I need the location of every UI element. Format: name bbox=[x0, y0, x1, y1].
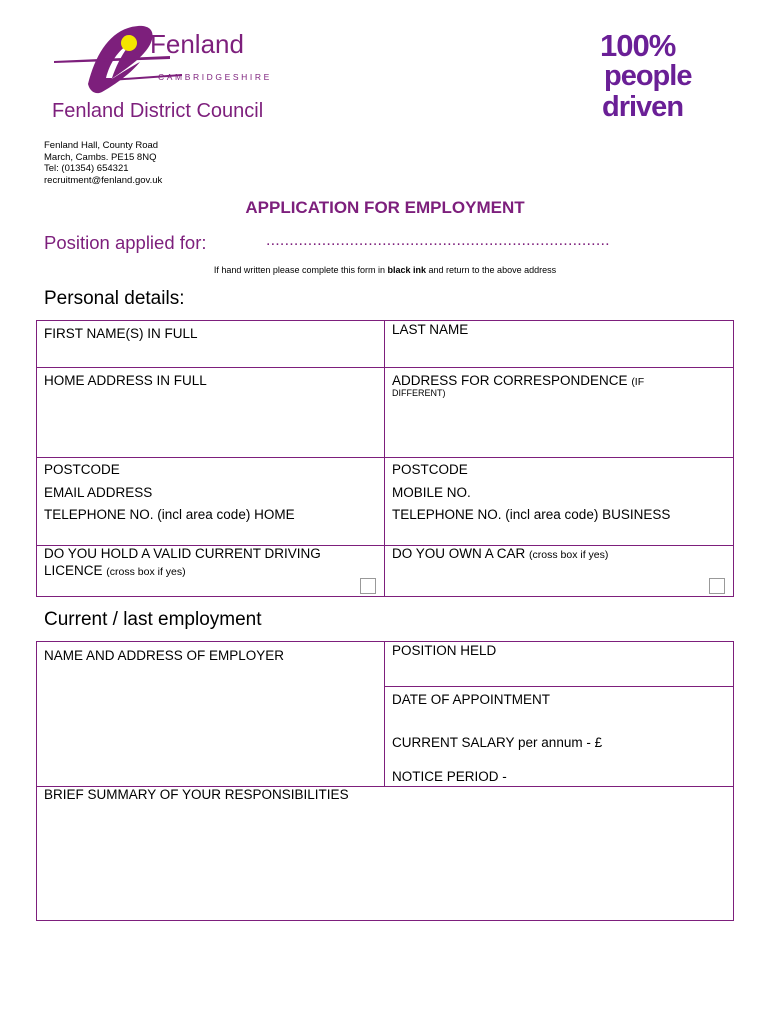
first-name-field[interactable]: FIRST NAME(S) IN FULL bbox=[44, 326, 198, 341]
instruction-text: If hand written please complete this form in bbox=[213, 265, 388, 275]
own-car-question bbox=[392, 546, 608, 563]
slogan-line2: people bbox=[604, 60, 692, 92]
correspondence-note-cont: DIFFERENT) bbox=[392, 388, 446, 398]
driving-licence-checkbox[interactable] bbox=[360, 578, 376, 594]
position-applied-label: Position applied for: bbox=[44, 232, 207, 253]
car-label: DO YOU OWN A CAR bbox=[392, 546, 526, 561]
correspondence-note: (IF bbox=[631, 376, 645, 388]
council-address bbox=[44, 140, 162, 186]
table-divider bbox=[384, 686, 734, 687]
current-salary-field[interactable]: CURRENT SALARY per annum - £ bbox=[392, 735, 603, 750]
address-phone: Tel: (01354) 654321 bbox=[44, 163, 129, 174]
instruction-bold: black ink bbox=[387, 265, 427, 275]
slogan-line3: driven bbox=[602, 91, 684, 123]
address-email: recruitment@fenland.gov.uk bbox=[44, 174, 163, 186]
home-address-field[interactable]: HOME ADDRESS IN FULL bbox=[44, 373, 207, 388]
last-name-field[interactable]: LAST NAME bbox=[392, 322, 469, 337]
driving-licence-question-cont bbox=[44, 563, 186, 580]
telephone-home-field[interactable]: TELEPHONE NO. (incl area code) HOME bbox=[44, 507, 295, 522]
slogan-line1: 100% bbox=[600, 30, 676, 63]
postcode-home-field[interactable]: POSTCODE bbox=[44, 462, 120, 477]
notice-period-field[interactable]: NOTICE PERIOD - bbox=[392, 769, 507, 784]
personal-details-heading: Personal details: bbox=[44, 288, 185, 309]
employment-table bbox=[36, 641, 734, 921]
telephone-business-field[interactable]: TELEPHONE NO. (incl area code) BUSINESS bbox=[392, 507, 671, 522]
council-name: Fenland District Council bbox=[52, 100, 264, 122]
instruction-text-end: and return to the above address bbox=[426, 265, 557, 275]
form-title: APPLICATION FOR EMPLOYMENT bbox=[245, 198, 525, 217]
people-driven-badge bbox=[598, 30, 718, 126]
email-field[interactable]: EMAIL ADDRESS bbox=[44, 485, 153, 500]
brand-region: CAMBRIDGESHIRE bbox=[158, 72, 272, 82]
table-divider bbox=[36, 367, 734, 368]
licence-note: (cross box if yes) bbox=[106, 566, 186, 578]
own-car-checkbox[interactable] bbox=[709, 578, 725, 594]
employment-heading: Current / last employment bbox=[44, 609, 262, 630]
address-line: March, Cambs. PE15 8NQ bbox=[44, 151, 157, 163]
licence-label: LICENCE bbox=[44, 563, 103, 578]
brand-name: Fenland bbox=[150, 29, 244, 59]
table-divider bbox=[36, 457, 734, 458]
car-note: (cross box if yes) bbox=[529, 549, 609, 561]
position-held-field[interactable]: POSITION HELD bbox=[392, 643, 497, 658]
postcode-correspondence-field[interactable]: POSTCODE bbox=[392, 462, 468, 477]
fenland-swirl-icon bbox=[50, 22, 280, 122]
mobile-field[interactable]: MOBILE NO. bbox=[392, 485, 471, 500]
form-instruction bbox=[0, 265, 770, 275]
table-divider bbox=[384, 641, 385, 786]
address-line: Fenland Hall, County Road bbox=[44, 140, 159, 151]
position-applied-field[interactable]: .......................................................................... bbox=[266, 232, 610, 249]
driving-licence-question: DO YOU HOLD A VALID CURRENT DRIVING bbox=[44, 546, 321, 561]
employer-field[interactable]: NAME AND ADDRESS OF EMPLOYER bbox=[44, 648, 285, 663]
date-of-appointment-field[interactable]: DATE OF APPOINTMENT bbox=[392, 692, 551, 707]
table-divider bbox=[384, 320, 385, 597]
responsibilities-field[interactable]: BRIEF SUMMARY OF YOUR RESPONSIBILITIES bbox=[44, 787, 349, 802]
correspondence-address-label: ADDRESS FOR CORRESPONDENCE bbox=[392, 373, 628, 388]
